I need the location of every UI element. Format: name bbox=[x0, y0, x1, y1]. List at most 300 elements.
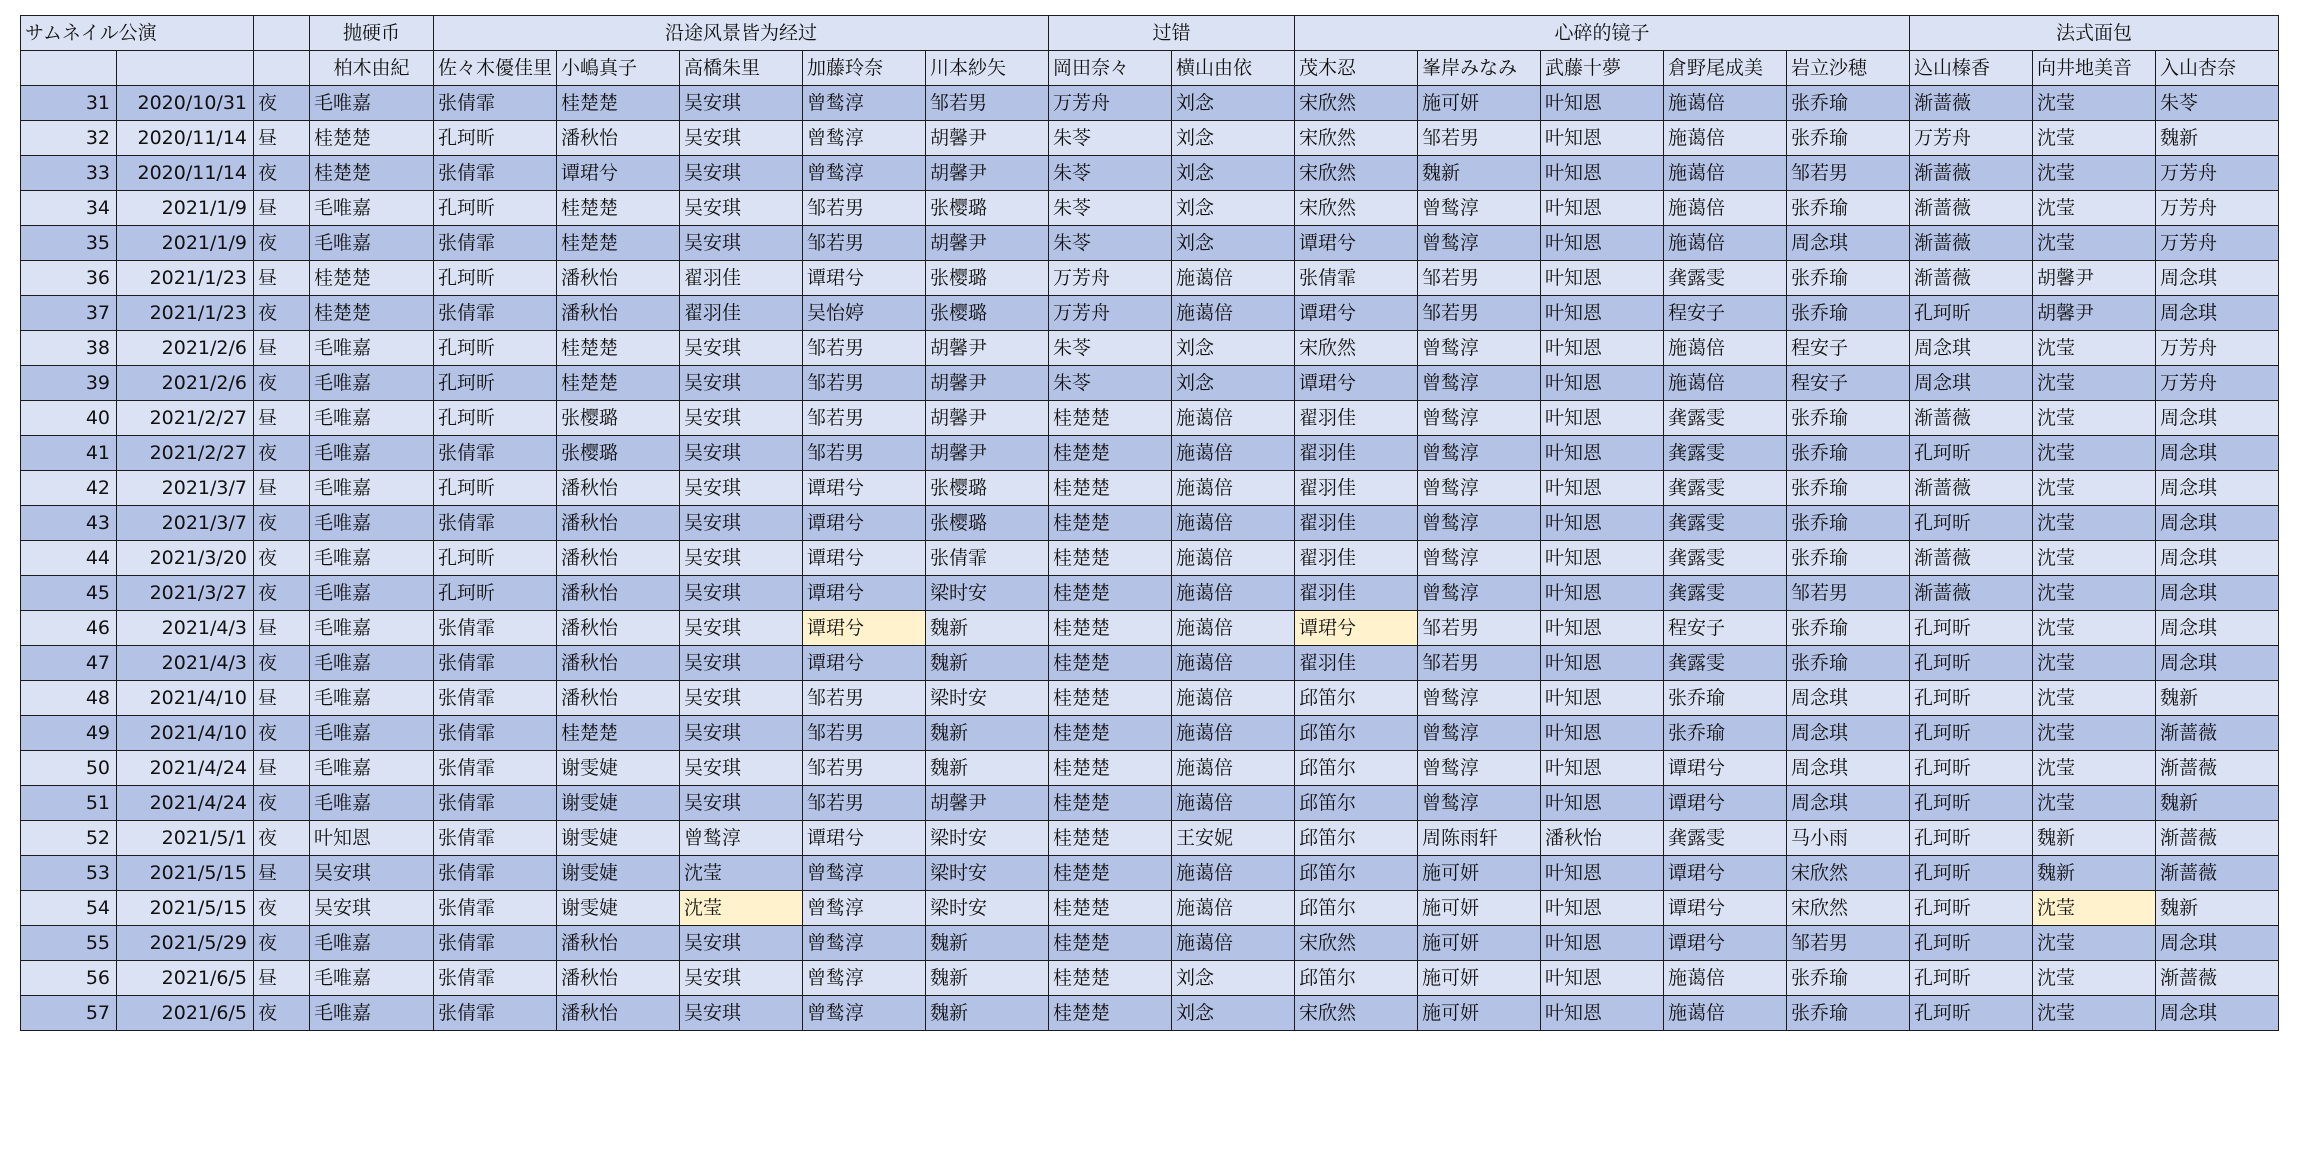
cast-cell[interactable]: 朱苓 bbox=[1049, 191, 1172, 226]
cast-cell[interactable]: 施蔼倍 bbox=[1172, 471, 1295, 506]
cast-cell[interactable]: 渐蔷薇 bbox=[1910, 156, 2033, 191]
header-role-cell[interactable]: 倉野尾成美 bbox=[1664, 51, 1787, 86]
cast-cell[interactable]: 桂楚楚 bbox=[557, 191, 680, 226]
cast-cell[interactable]: 桂楚楚 bbox=[557, 86, 680, 121]
cast-cell[interactable]: 毛唯嘉 bbox=[310, 576, 434, 611]
cast-cell[interactable]: 孔珂昕 bbox=[1910, 646, 2033, 681]
cast-cell[interactable]: 沈莹 bbox=[2033, 226, 2156, 261]
cast-cell[interactable]: 邱笛尔 bbox=[1295, 891, 1418, 926]
cast-cell[interactable]: 桂楚楚 bbox=[310, 121, 434, 156]
cast-cell[interactable]: 施可妍 bbox=[1418, 891, 1541, 926]
cast-cell[interactable]: 施蔼倍 bbox=[1664, 331, 1787, 366]
cast-cell[interactable]: 张倩霏 bbox=[434, 751, 557, 786]
cast-cell[interactable]: 孔珂昕 bbox=[1910, 891, 2033, 926]
cast-cell[interactable]: 吴安琪 bbox=[680, 541, 803, 576]
cast-cell[interactable]: 魏新 bbox=[2156, 891, 2279, 926]
cast-cell[interactable]: 渐蔷薇 bbox=[1910, 471, 2033, 506]
performance-number-cell[interactable]: 35 bbox=[21, 226, 117, 261]
performance-number-cell[interactable]: 36 bbox=[21, 261, 117, 296]
cast-cell[interactable]: 翟羽佳 bbox=[1295, 646, 1418, 681]
cast-cell[interactable]: 谭珺兮 bbox=[803, 506, 926, 541]
cast-cell[interactable]: 沈莹 bbox=[2033, 471, 2156, 506]
performance-number-cell[interactable]: 52 bbox=[21, 821, 117, 856]
performance-time-cell[interactable]: 夜 bbox=[254, 786, 310, 821]
cast-cell[interactable]: 邹若男 bbox=[803, 226, 926, 261]
header-group-cell[interactable]: 法式面包 bbox=[1910, 16, 2279, 51]
cast-cell[interactable]: 龚露雯 bbox=[1664, 401, 1787, 436]
cast-cell[interactable]: 胡馨尹 bbox=[926, 366, 1049, 401]
cast-cell[interactable]: 张倩霏 bbox=[434, 891, 557, 926]
cast-cell[interactable]: 曾鹙淳 bbox=[803, 156, 926, 191]
cast-cell[interactable]: 张乔瑜 bbox=[1787, 296, 1910, 331]
cast-cell[interactable]: 张倩霏 bbox=[434, 716, 557, 751]
cast-cell[interactable]: 张乔瑜 bbox=[1787, 506, 1910, 541]
cast-cell[interactable]: 周念琪 bbox=[1910, 331, 2033, 366]
cast-cell[interactable]: 翟羽佳 bbox=[1295, 436, 1418, 471]
cast-cell[interactable]: 曾鹙淳 bbox=[1418, 716, 1541, 751]
cast-cell[interactable]: 施可妍 bbox=[1418, 926, 1541, 961]
cast-cell[interactable]: 桂楚楚 bbox=[557, 226, 680, 261]
cast-cell[interactable]: 谭珺兮 bbox=[1664, 786, 1787, 821]
cast-cell[interactable]: 潘秋怡 bbox=[557, 646, 680, 681]
performance-date-cell[interactable]: 2021/5/15 bbox=[117, 856, 254, 891]
cast-cell[interactable]: 谭珺兮 bbox=[803, 261, 926, 296]
cast-cell[interactable]: 施可妍 bbox=[1418, 86, 1541, 121]
cast-cell[interactable]: 张乔瑜 bbox=[1664, 681, 1787, 716]
cast-cell[interactable]: 宋欣然 bbox=[1295, 331, 1418, 366]
cast-cell[interactable]: 王安妮 bbox=[1172, 821, 1295, 856]
cast-cell[interactable]: 施蔼倍 bbox=[1172, 576, 1295, 611]
cast-cell[interactable]: 施蔼倍 bbox=[1664, 121, 1787, 156]
cast-cell[interactable]: 沈莹 bbox=[2033, 646, 2156, 681]
cast-cell[interactable]: 潘秋怡 bbox=[557, 681, 680, 716]
cast-cell[interactable]: 吴安琪 bbox=[680, 611, 803, 646]
cast-cell[interactable]: 龚露雯 bbox=[1664, 506, 1787, 541]
cast-cell[interactable]: 谢雯婕 bbox=[557, 751, 680, 786]
cast-cell[interactable]: 叶知恩 bbox=[1541, 751, 1664, 786]
cast-cell[interactable]: 叶知恩 bbox=[1541, 786, 1664, 821]
cast-cell[interactable]: 沈莹 bbox=[2033, 191, 2156, 226]
cast-cell[interactable]: 沈莹 bbox=[2033, 366, 2156, 401]
cast-cell[interactable]: 施蔼倍 bbox=[1172, 681, 1295, 716]
cast-cell[interactable]: 刘念 bbox=[1172, 331, 1295, 366]
cast-cell[interactable]: 渐蔷薇 bbox=[2156, 856, 2279, 891]
cast-cell[interactable]: 孔珂昕 bbox=[434, 576, 557, 611]
performance-time-cell[interactable]: 夜 bbox=[254, 436, 310, 471]
cast-cell[interactable]: 叶知恩 bbox=[1541, 471, 1664, 506]
cast-cell[interactable]: 邹若男 bbox=[803, 331, 926, 366]
cast-cell[interactable]: 叶知恩 bbox=[1541, 926, 1664, 961]
cast-cell[interactable]: 邱笛尔 bbox=[1295, 716, 1418, 751]
cast-cell[interactable]: 邱笛尔 bbox=[1295, 751, 1418, 786]
cast-cell[interactable]: 邹若男 bbox=[803, 786, 926, 821]
cast-cell[interactable]: 周念琪 bbox=[2156, 401, 2279, 436]
performance-time-cell[interactable]: 昼 bbox=[254, 261, 310, 296]
cast-cell[interactable]: 谢雯婕 bbox=[557, 856, 680, 891]
cast-cell[interactable]: 施蔼倍 bbox=[1172, 926, 1295, 961]
cast-cell[interactable]: 桂楚楚 bbox=[1049, 681, 1172, 716]
cast-cell[interactable]: 胡馨尹 bbox=[926, 786, 1049, 821]
cast-cell[interactable]: 叶知恩 bbox=[1541, 541, 1664, 576]
header-role-cell[interactable]: 込山榛香 bbox=[1910, 51, 2033, 86]
performance-number-cell[interactable]: 57 bbox=[21, 996, 117, 1031]
cast-cell[interactable]: 翟羽佳 bbox=[1295, 401, 1418, 436]
cast-cell[interactable]: 施蔼倍 bbox=[1172, 401, 1295, 436]
cast-cell[interactable]: 施蔼倍 bbox=[1664, 961, 1787, 996]
cast-cell[interactable]: 孔珂昕 bbox=[1910, 506, 2033, 541]
cast-cell[interactable]: 魏新 bbox=[926, 646, 1049, 681]
cast-cell[interactable]: 吴安琪 bbox=[680, 786, 803, 821]
cast-cell[interactable]: 沈莹 bbox=[680, 891, 803, 926]
cast-cell[interactable]: 魏新 bbox=[926, 716, 1049, 751]
cast-cell[interactable]: 万芳舟 bbox=[2156, 226, 2279, 261]
performance-time-cell[interactable]: 昼 bbox=[254, 401, 310, 436]
performance-date-cell[interactable]: 2020/10/31 bbox=[117, 86, 254, 121]
cast-cell[interactable]: 沈莹 bbox=[2033, 926, 2156, 961]
performance-number-cell[interactable]: 53 bbox=[21, 856, 117, 891]
cast-cell[interactable]: 邱笛尔 bbox=[1295, 786, 1418, 821]
cast-cell[interactable]: 龚露雯 bbox=[1664, 646, 1787, 681]
performance-time-cell[interactable]: 夜 bbox=[254, 86, 310, 121]
cast-cell[interactable]: 梁时安 bbox=[926, 856, 1049, 891]
cast-cell[interactable]: 施蔼倍 bbox=[1172, 751, 1295, 786]
cast-cell[interactable]: 张乔瑜 bbox=[1787, 436, 1910, 471]
cast-cell[interactable]: 吴安琪 bbox=[680, 401, 803, 436]
cast-cell[interactable]: 施蔼倍 bbox=[1172, 646, 1295, 681]
cast-cell[interactable]: 桂楚楚 bbox=[1049, 436, 1172, 471]
header-group-cell[interactable]: サムネイル公演 bbox=[21, 16, 254, 51]
cast-cell[interactable]: 潘秋怡 bbox=[557, 611, 680, 646]
cast-cell[interactable]: 张倩霏 bbox=[434, 996, 557, 1031]
cast-cell[interactable]: 张倩霏 bbox=[434, 821, 557, 856]
performance-date-cell[interactable]: 2021/6/5 bbox=[117, 961, 254, 996]
cast-cell[interactable]: 刘念 bbox=[1172, 961, 1295, 996]
cast-cell[interactable]: 桂楚楚 bbox=[1049, 716, 1172, 751]
cast-cell[interactable]: 邹若男 bbox=[1418, 296, 1541, 331]
header-role-cell[interactable]: 小嶋真子 bbox=[557, 51, 680, 86]
cast-cell[interactable]: 张乔瑜 bbox=[1787, 646, 1910, 681]
cast-cell[interactable]: 张樱璐 bbox=[926, 296, 1049, 331]
cast-cell[interactable]: 宋欣然 bbox=[1787, 856, 1910, 891]
cast-cell[interactable]: 吴怡婷 bbox=[803, 296, 926, 331]
cast-cell[interactable]: 孔珂昕 bbox=[1910, 436, 2033, 471]
performance-date-cell[interactable]: 2021/2/27 bbox=[117, 401, 254, 436]
cast-cell[interactable]: 邹若男 bbox=[803, 401, 926, 436]
cast-cell[interactable]: 叶知恩 bbox=[1541, 156, 1664, 191]
header-blank-cell[interactable] bbox=[21, 51, 117, 86]
cast-cell[interactable]: 吴安琪 bbox=[310, 891, 434, 926]
cast-cell[interactable]: 孔珂昕 bbox=[1910, 681, 2033, 716]
cast-cell[interactable]: 周念琪 bbox=[1787, 226, 1910, 261]
cast-cell[interactable]: 毛唯嘉 bbox=[310, 786, 434, 821]
cast-cell[interactable]: 孔珂昕 bbox=[434, 121, 557, 156]
cast-cell[interactable]: 沈莹 bbox=[2033, 681, 2156, 716]
cast-cell[interactable]: 翟羽佳 bbox=[1295, 471, 1418, 506]
cast-cell[interactable]: 吴安琪 bbox=[680, 646, 803, 681]
cast-cell[interactable]: 曾鹙淳 bbox=[803, 891, 926, 926]
header-group-cell[interactable]: 抛硬币 bbox=[310, 16, 434, 51]
cast-cell[interactable]: 吴安琪 bbox=[680, 86, 803, 121]
cast-cell[interactable]: 毛唯嘉 bbox=[310, 996, 434, 1031]
cast-cell[interactable]: 谭珺兮 bbox=[803, 541, 926, 576]
cast-cell[interactable]: 谭珺兮 bbox=[803, 821, 926, 856]
cast-cell[interactable]: 谭珺兮 bbox=[803, 576, 926, 611]
cast-cell[interactable]: 曾鹙淳 bbox=[803, 856, 926, 891]
cast-cell[interactable]: 吴安琪 bbox=[680, 156, 803, 191]
cast-cell[interactable]: 宋欣然 bbox=[1295, 191, 1418, 226]
cast-cell[interactable]: 施蔼倍 bbox=[1172, 856, 1295, 891]
cast-cell[interactable]: 孔珂昕 bbox=[434, 401, 557, 436]
cast-cell[interactable]: 吴安琪 bbox=[680, 471, 803, 506]
performance-number-cell[interactable]: 51 bbox=[21, 786, 117, 821]
cast-cell[interactable]: 朱苓 bbox=[1049, 121, 1172, 156]
cast-cell[interactable]: 潘秋怡 bbox=[557, 121, 680, 156]
cast-cell[interactable]: 孔珂昕 bbox=[1910, 961, 2033, 996]
cast-cell[interactable]: 胡馨尹 bbox=[926, 121, 1049, 156]
cast-cell[interactable]: 沈莹 bbox=[2033, 541, 2156, 576]
cast-cell[interactable]: 宋欣然 bbox=[1295, 121, 1418, 156]
cast-cell[interactable]: 吴安琪 bbox=[680, 506, 803, 541]
cast-cell[interactable]: 刘念 bbox=[1172, 366, 1295, 401]
cast-cell[interactable]: 周念琪 bbox=[2156, 611, 2279, 646]
cast-cell[interactable]: 张樱璐 bbox=[926, 261, 1049, 296]
cast-cell[interactable]: 沈莹 bbox=[2033, 331, 2156, 366]
header-role-cell[interactable]: 入山杏奈 bbox=[2156, 51, 2279, 86]
performance-number-cell[interactable]: 37 bbox=[21, 296, 117, 331]
cast-cell[interactable]: 翟羽佳 bbox=[680, 261, 803, 296]
cast-cell[interactable]: 张乔瑜 bbox=[1787, 121, 1910, 156]
cast-cell[interactable]: 毛唯嘉 bbox=[310, 331, 434, 366]
performance-date-cell[interactable]: 2021/5/15 bbox=[117, 891, 254, 926]
cast-cell[interactable]: 潘秋怡 bbox=[557, 996, 680, 1031]
performance-time-cell[interactable]: 昼 bbox=[254, 856, 310, 891]
cast-cell[interactable]: 施蔼倍 bbox=[1172, 296, 1295, 331]
header-blank-cell[interactable] bbox=[117, 51, 254, 86]
cast-cell[interactable]: 张倩霏 bbox=[434, 611, 557, 646]
cast-cell[interactable]: 张倩霏 bbox=[434, 436, 557, 471]
cast-cell[interactable]: 吴安琪 bbox=[680, 961, 803, 996]
cast-cell[interactable]: 毛唯嘉 bbox=[310, 926, 434, 961]
cast-cell[interactable]: 宋欣然 bbox=[1295, 156, 1418, 191]
cast-cell[interactable]: 潘秋怡 bbox=[557, 926, 680, 961]
cast-cell[interactable]: 孔珂昕 bbox=[1910, 296, 2033, 331]
cast-cell[interactable]: 邹若男 bbox=[1787, 576, 1910, 611]
cast-cell[interactable]: 张乔瑜 bbox=[1787, 401, 1910, 436]
performance-date-cell[interactable]: 2020/11/14 bbox=[117, 156, 254, 191]
cast-cell[interactable]: 张倩霏 bbox=[434, 856, 557, 891]
cast-cell[interactable]: 叶知恩 bbox=[1541, 506, 1664, 541]
cast-cell[interactable]: 张樱璐 bbox=[557, 436, 680, 471]
performance-date-cell[interactable]: 2021/5/1 bbox=[117, 821, 254, 856]
cast-cell[interactable]: 周念琪 bbox=[2156, 296, 2279, 331]
cast-cell[interactable]: 龚露雯 bbox=[1664, 821, 1787, 856]
header-role-cell[interactable]: 茂木忍 bbox=[1295, 51, 1418, 86]
cast-cell[interactable]: 施蔼倍 bbox=[1664, 366, 1787, 401]
cast-cell[interactable]: 曾鹙淳 bbox=[1418, 226, 1541, 261]
cast-cell[interactable]: 谢雯婕 bbox=[557, 891, 680, 926]
cast-cell[interactable]: 孔珂昕 bbox=[434, 331, 557, 366]
cast-cell[interactable]: 张乔瑜 bbox=[1787, 961, 1910, 996]
cast-cell[interactable]: 魏新 bbox=[1418, 156, 1541, 191]
performance-number-cell[interactable]: 31 bbox=[21, 86, 117, 121]
performance-number-cell[interactable]: 39 bbox=[21, 366, 117, 401]
cast-cell[interactable]: 叶知恩 bbox=[1541, 576, 1664, 611]
header-role-cell[interactable]: 柏木由紀 bbox=[310, 51, 434, 86]
cast-cell[interactable]: 潘秋怡 bbox=[557, 576, 680, 611]
cast-cell[interactable]: 朱苓 bbox=[2156, 86, 2279, 121]
cast-cell[interactable]: 周念琪 bbox=[2156, 996, 2279, 1031]
cast-cell[interactable]: 谢雯婕 bbox=[557, 821, 680, 856]
performance-time-cell[interactable]: 昼 bbox=[254, 471, 310, 506]
cast-cell[interactable]: 施蔼倍 bbox=[1172, 506, 1295, 541]
cast-cell[interactable]: 邹若男 bbox=[1418, 611, 1541, 646]
header-role-cell[interactable]: 武藤十夢 bbox=[1541, 51, 1664, 86]
cast-cell[interactable]: 孔珂昕 bbox=[434, 261, 557, 296]
cast-cell[interactable]: 叶知恩 bbox=[1541, 401, 1664, 436]
header-role-cell[interactable]: 加藤玲奈 bbox=[803, 51, 926, 86]
cast-cell[interactable]: 万芳舟 bbox=[1049, 86, 1172, 121]
cast-cell[interactable]: 渐蔷薇 bbox=[2156, 821, 2279, 856]
performance-number-cell[interactable]: 40 bbox=[21, 401, 117, 436]
cast-cell[interactable]: 张倩霏 bbox=[434, 926, 557, 961]
performance-time-cell[interactable]: 夜 bbox=[254, 576, 310, 611]
cast-cell[interactable]: 万芳舟 bbox=[2156, 191, 2279, 226]
cast-cell[interactable]: 叶知恩 bbox=[1541, 891, 1664, 926]
cast-cell[interactable]: 桂楚楚 bbox=[1049, 891, 1172, 926]
cast-cell[interactable]: 毛唯嘉 bbox=[310, 366, 434, 401]
performance-date-cell[interactable]: 2021/6/5 bbox=[117, 996, 254, 1031]
performance-time-cell[interactable]: 昼 bbox=[254, 331, 310, 366]
performance-date-cell[interactable]: 2021/1/9 bbox=[117, 191, 254, 226]
cast-cell[interactable]: 万芳舟 bbox=[2156, 156, 2279, 191]
cast-cell[interactable]: 叶知恩 bbox=[1541, 716, 1664, 751]
cast-cell[interactable]: 张乔瑜 bbox=[1787, 86, 1910, 121]
cast-cell[interactable]: 曾鹙淳 bbox=[1418, 751, 1541, 786]
cast-cell[interactable]: 毛唯嘉 bbox=[310, 681, 434, 716]
cast-cell[interactable]: 龚露雯 bbox=[1664, 576, 1787, 611]
cast-cell[interactable]: 胡馨尹 bbox=[926, 226, 1049, 261]
cast-cell[interactable]: 张倩霏 bbox=[434, 296, 557, 331]
cast-cell[interactable]: 谭珺兮 bbox=[1295, 611, 1418, 646]
cast-cell[interactable]: 胡馨尹 bbox=[926, 156, 1049, 191]
cast-cell[interactable]: 刘念 bbox=[1172, 156, 1295, 191]
cast-cell[interactable]: 刘念 bbox=[1172, 226, 1295, 261]
cast-cell[interactable]: 张乔瑜 bbox=[1787, 541, 1910, 576]
cast-cell[interactable]: 魏新 bbox=[926, 611, 1049, 646]
performance-date-cell[interactable]: 2021/2/27 bbox=[117, 436, 254, 471]
cast-cell[interactable]: 曾鹙淳 bbox=[1418, 506, 1541, 541]
cast-cell[interactable]: 邹若男 bbox=[1418, 261, 1541, 296]
cast-cell[interactable]: 沈莹 bbox=[2033, 506, 2156, 541]
performance-time-cell[interactable]: 夜 bbox=[254, 716, 310, 751]
cast-cell[interactable]: 毛唯嘉 bbox=[310, 646, 434, 681]
cast-cell[interactable]: 叶知恩 bbox=[1541, 961, 1664, 996]
cast-cell[interactable]: 邹若男 bbox=[803, 436, 926, 471]
cast-cell[interactable]: 魏新 bbox=[926, 926, 1049, 961]
cast-cell[interactable]: 谭珺兮 bbox=[1664, 891, 1787, 926]
cast-cell[interactable]: 魏新 bbox=[926, 996, 1049, 1031]
cast-cell[interactable]: 叶知恩 bbox=[1541, 296, 1664, 331]
performance-number-cell[interactable]: 46 bbox=[21, 611, 117, 646]
cast-cell[interactable]: 施蔼倍 bbox=[1172, 786, 1295, 821]
cast-cell[interactable]: 毛唯嘉 bbox=[310, 716, 434, 751]
cast-cell[interactable]: 桂楚楚 bbox=[1049, 996, 1172, 1031]
cast-cell[interactable]: 邹若男 bbox=[1418, 646, 1541, 681]
cast-cell[interactable]: 沈莹 bbox=[680, 856, 803, 891]
performance-number-cell[interactable]: 45 bbox=[21, 576, 117, 611]
cast-cell[interactable]: 张乔瑜 bbox=[1787, 471, 1910, 506]
cast-cell[interactable]: 施可妍 bbox=[1418, 996, 1541, 1031]
cast-cell[interactable]: 程安子 bbox=[1787, 331, 1910, 366]
performance-number-cell[interactable]: 49 bbox=[21, 716, 117, 751]
performance-time-cell[interactable]: 夜 bbox=[254, 226, 310, 261]
cast-cell[interactable]: 曾鹙淳 bbox=[803, 961, 926, 996]
performance-date-cell[interactable]: 2021/1/23 bbox=[117, 261, 254, 296]
cast-cell[interactable]: 桂楚楚 bbox=[1049, 856, 1172, 891]
cast-cell[interactable]: 朱苓 bbox=[1049, 226, 1172, 261]
cast-cell[interactable]: 邹若男 bbox=[1787, 156, 1910, 191]
cast-cell[interactable]: 叶知恩 bbox=[1541, 226, 1664, 261]
performance-date-cell[interactable]: 2020/11/14 bbox=[117, 121, 254, 156]
cast-cell[interactable]: 梁时安 bbox=[926, 891, 1049, 926]
cast-cell[interactable]: 桂楚楚 bbox=[1049, 821, 1172, 856]
cast-cell[interactable]: 曾鹙淳 bbox=[803, 926, 926, 961]
cast-cell[interactable]: 宋欣然 bbox=[1787, 891, 1910, 926]
cast-cell[interactable]: 叶知恩 bbox=[1541, 331, 1664, 366]
cast-cell[interactable]: 潘秋怡 bbox=[557, 506, 680, 541]
cast-cell[interactable]: 张倩霏 bbox=[434, 226, 557, 261]
cast-cell[interactable]: 曾鹙淳 bbox=[803, 121, 926, 156]
cast-cell[interactable]: 桂楚楚 bbox=[557, 366, 680, 401]
header-group-cell[interactable]: 过错 bbox=[1049, 16, 1295, 51]
performance-number-cell[interactable]: 38 bbox=[21, 331, 117, 366]
cast-cell[interactable]: 魏新 bbox=[2156, 681, 2279, 716]
cast-cell[interactable]: 龚露雯 bbox=[1664, 436, 1787, 471]
cast-cell[interactable]: 朱苓 bbox=[1049, 331, 1172, 366]
cast-cell[interactable]: 桂楚楚 bbox=[310, 296, 434, 331]
cast-cell[interactable]: 潘秋怡 bbox=[557, 541, 680, 576]
performance-time-cell[interactable]: 夜 bbox=[254, 821, 310, 856]
cast-cell[interactable]: 沈莹 bbox=[2033, 961, 2156, 996]
performance-date-cell[interactable]: 2021/4/3 bbox=[117, 646, 254, 681]
cast-cell[interactable]: 吴安琪 bbox=[680, 926, 803, 961]
cast-cell[interactable]: 张乔瑜 bbox=[1787, 611, 1910, 646]
cast-cell[interactable]: 潘秋怡 bbox=[557, 471, 680, 506]
cast-cell[interactable]: 吴安琪 bbox=[680, 331, 803, 366]
cast-cell[interactable]: 孔珂昕 bbox=[1910, 856, 2033, 891]
cast-cell[interactable]: 周念琪 bbox=[2156, 926, 2279, 961]
cast-cell[interactable]: 潘秋怡 bbox=[1541, 821, 1664, 856]
cast-cell[interactable]: 吴安琪 bbox=[680, 716, 803, 751]
cast-cell[interactable]: 张倩霏 bbox=[434, 681, 557, 716]
cast-cell[interactable]: 桂楚楚 bbox=[1049, 751, 1172, 786]
performance-date-cell[interactable]: 2021/2/6 bbox=[117, 331, 254, 366]
performance-time-cell[interactable]: 夜 bbox=[254, 646, 310, 681]
cast-cell[interactable]: 渐蔷薇 bbox=[1910, 541, 2033, 576]
cast-cell[interactable]: 桂楚楚 bbox=[310, 261, 434, 296]
performance-number-cell[interactable]: 41 bbox=[21, 436, 117, 471]
cast-cell[interactable]: 桂楚楚 bbox=[1049, 961, 1172, 996]
cast-cell[interactable]: 渐蔷薇 bbox=[2156, 716, 2279, 751]
cast-cell[interactable]: 程安子 bbox=[1664, 611, 1787, 646]
cast-cell[interactable]: 施蔼倍 bbox=[1172, 436, 1295, 471]
cast-cell[interactable]: 张倩霏 bbox=[1295, 261, 1418, 296]
header-role-cell[interactable]: 川本紗矢 bbox=[926, 51, 1049, 86]
cast-cell[interactable]: 施蔼倍 bbox=[1172, 261, 1295, 296]
cast-cell[interactable]: 万芳舟 bbox=[1049, 296, 1172, 331]
cast-cell[interactable]: 胡馨尹 bbox=[926, 331, 1049, 366]
cast-cell[interactable]: 桂楚楚 bbox=[1049, 646, 1172, 681]
